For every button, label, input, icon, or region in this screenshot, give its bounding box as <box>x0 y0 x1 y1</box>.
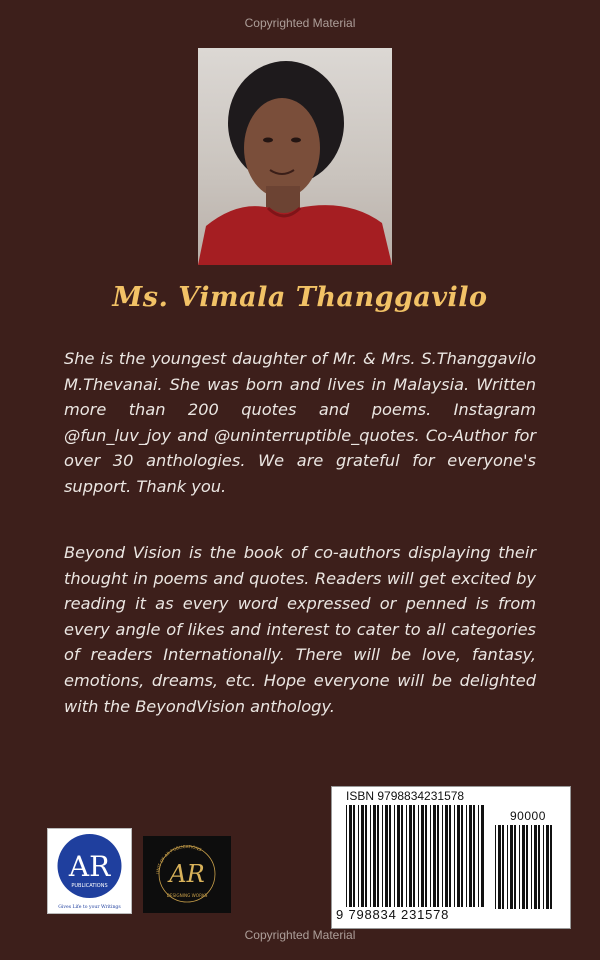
barcode-bars <box>346 805 486 907</box>
ar-ring-text: UNIT OF AR PUBLICATIONS <box>155 843 203 875</box>
barcode-addon-bars <box>495 825 557 909</box>
ar-designing-works-logo <box>143 836 231 913</box>
barcode-bar <box>457 805 460 907</box>
barcode-bar <box>546 825 549 909</box>
barcode-bar <box>445 805 448 907</box>
barcode-bar <box>481 805 484 907</box>
barcode-bar <box>507 825 508 909</box>
barcode-bar <box>358 805 359 907</box>
barcode-bar <box>409 805 412 907</box>
author-bio: She is the youngest daughter of Mr. & Mrs. S.Thanggavilo M.Thevanai. She was born and lives in Malaysia. Written more than 200 quotes and poems. Instagram @fun_luv_joy and @uninterruptible_quotes. Co-Author for over 30 anthologies. We are grateful for everyone's support. Thank you. <box>64 349 536 496</box>
barcode-bar <box>502 825 504 909</box>
book-description: Beyond Vision is the book of co-authors displaying their thought in poems and quotes. Readers will get excited by reading it as every word expressed or penned is from every angle of likes and interest to cater to all categories of readers Internationally. There will be love, fantasy, emotions, dreams, etc. Hope everyone will be delighted with the BeyondVision anthology. <box>64 543 536 716</box>
isbn-barcode <box>331 786 571 929</box>
barcode-bar <box>397 805 400 907</box>
barcode-number: 9 798834 231578 <box>336 907 450 922</box>
barcode-bar <box>401 805 403 907</box>
ar-logo-2-mark: AR <box>169 860 205 888</box>
barcode-bar <box>413 805 415 907</box>
barcode-bar <box>478 805 479 907</box>
barcode-bar <box>377 805 379 907</box>
barcode-bar <box>373 805 376 907</box>
barcode-bar <box>365 805 367 907</box>
barcode-bar <box>522 825 525 909</box>
author-name: Ms. Vimala Thanggavilo <box>112 282 488 313</box>
barcode-bar <box>473 805 475 907</box>
barcode-bar <box>385 805 388 907</box>
isbn-label: ISBN 9798834231578 <box>346 789 465 803</box>
ar-logo-mark: AR <box>68 850 111 883</box>
barcode-bar <box>510 825 513 909</box>
barcode-bar <box>406 805 407 907</box>
barcode-bar <box>466 805 467 907</box>
barcode-bar <box>519 825 520 909</box>
barcode-bar <box>389 805 391 907</box>
ar-publications-logo <box>47 828 132 914</box>
barcode-bar <box>433 805 436 907</box>
barcode-bar <box>495 825 496 909</box>
barcode-bar <box>349 805 352 907</box>
barcode-bar <box>526 825 528 909</box>
ar-logo-name: PUBLICATIONS <box>71 883 108 889</box>
barcode-bar <box>442 805 443 907</box>
barcode-bar <box>534 825 537 909</box>
barcode-bar <box>382 805 383 907</box>
ar-logo-2-bottom-text: DESIGNING WORKS <box>166 893 208 898</box>
barcode-bar <box>437 805 439 907</box>
barcode-bar <box>469 805 472 907</box>
barcode-bar <box>353 805 355 907</box>
barcode-bar <box>538 825 540 909</box>
barcode-bar <box>425 805 427 907</box>
barcode-bar <box>449 805 451 907</box>
barcode-bar <box>361 805 364 907</box>
barcode-bar <box>421 805 424 907</box>
barcode-bar <box>418 805 419 907</box>
barcode-bar <box>394 805 395 907</box>
price-code: 90000 <box>510 809 546 823</box>
copyright-watermark-top: Copyrighted Material <box>244 16 356 30</box>
barcode-bar <box>454 805 455 907</box>
barcode-bar <box>531 825 532 909</box>
barcode-bar <box>498 825 501 909</box>
barcode-bar <box>543 825 544 909</box>
barcode-bar <box>370 805 371 907</box>
barcode-bar <box>430 805 431 907</box>
barcode-bar <box>461 805 463 907</box>
barcode-bar <box>514 825 516 909</box>
copyright-watermark-bottom: Copyrighted Material <box>244 928 356 942</box>
barcode-bar <box>346 805 347 907</box>
author-photo <box>198 48 392 265</box>
barcode-bar <box>550 825 552 909</box>
ar-logo-tagline: Gives Life to your Writings <box>58 905 121 910</box>
